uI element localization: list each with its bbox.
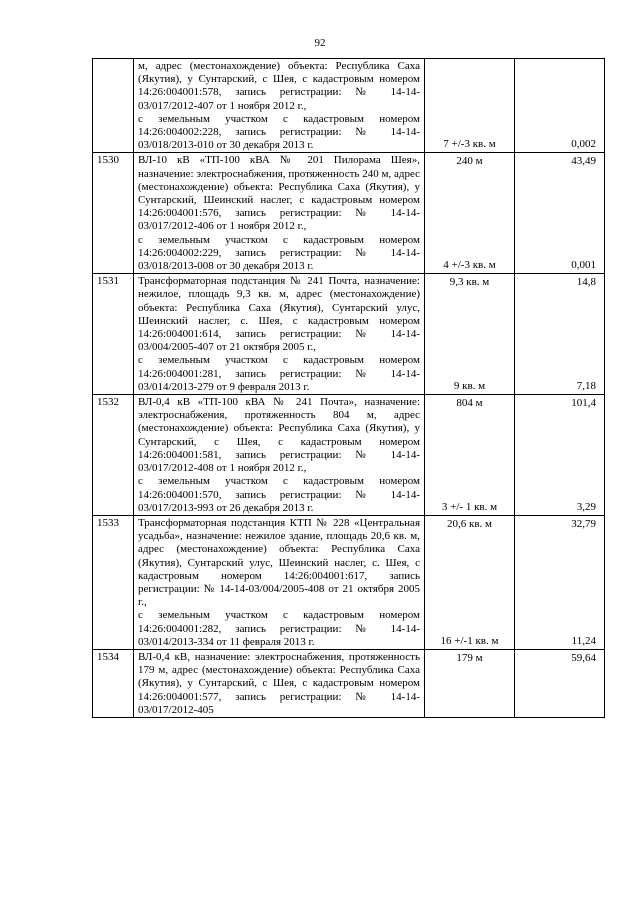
object-text: ВЛ-10 кВ «ТП-100 кВА № 201 Пилорама Шея», назначение: электроснабжения, протяженность 240 м, адрес (местонахождение) объекта: Республика Саха (Якутия), у Сунтарский, Шеинский наслег, с кадастровым номером 14:26:004001:576, запись регистрации: № 14-14-03/017/2012-406 от 1 ноября 2012 г., [138,154,420,233]
object-description [134,59,425,153]
area-cell [425,395,515,516]
registry-row [93,395,605,516]
land-plot-text: с земельным участком с кадастровым номером 14:26:004002:229, запись регистрации: № 14-14-03/018/2013-008 от 30 декабря 2013 г. [138,233,420,273]
row-number: 1532 [93,395,134,516]
land-size: 7 +/-3 кв. м [443,138,496,151]
row-number: 1534 [93,649,134,717]
land-value: 11,24 [571,634,596,647]
object-description [134,395,425,516]
area-cell [425,274,515,395]
object-size: 240 м [456,155,483,168]
registry-row [93,59,605,153]
area-cell [425,59,515,153]
object-description [134,153,425,274]
object-value: 43,49 [571,155,596,168]
object-value: 101,4 [571,397,596,410]
object-value: 59,64 [571,651,596,664]
area-cell [425,649,515,717]
object-value: 14,8 [576,276,596,289]
object-description [134,274,425,395]
value-cell [515,649,605,717]
object-text: ВЛ-0,4 кВ «ТП-100 кВА № 241 Почта», назначение: электроснабжения, протяженность 804 м, адрес (местонахождение) объекта: Республика Саха (Якутия), у Сунтарский, с Шея, с кадастровым номером 14:26:004001:581, запись регистрации: № 14-14-03/017/2012-408 от 1 ноября 2012 г., [138,396,420,475]
land-size: 4 +/-3 кв. м [443,259,496,272]
row-number [93,59,134,153]
registry-row [93,153,605,274]
row-number: 1530 [93,153,134,274]
land-size: 9 кв. м [453,379,486,392]
registry-body [93,59,605,718]
area-cell [425,153,515,274]
value-cell [515,153,605,274]
land-plot-text: с земельным участком с кадастровым номером 14:26:004001:281, запись регистрации: № 14-14-03/014/2013-279 от 9 февраля 2013 г. [138,354,420,393]
land-value: 0,002 [571,138,596,151]
property-registry-table [92,58,605,718]
object-size: 20,6 кв. м [447,517,492,530]
land-plot-text: с земельным участком с кадастровым номером 14:26:004002:228, запись регистрации: № 14-14-03/018/2013-010 от 30 декабря 2013 г. [138,112,420,152]
object-text: м, адрес (местонахождение) объекта: Республика Саха (Якутия), у Сунтарский, с Шея, с кадастровым номером 14:26:004001:578, запись регистрации: № 14-14-03/017/2012-407 от 1 ноября 2012 г., [138,60,420,112]
object-description [134,649,425,717]
object-value: 32,79 [571,517,596,530]
area-cell [425,515,515,649]
object-size: 804 м [456,397,483,410]
row-number: 1533 [93,515,134,649]
land-plot-text: с земельным участком с кадастровым номером 14:26:004001:570, запись регистрации: № 14-14-03/017/2013-993 от 26 декабря 2013 г. [138,475,420,514]
object-size: 9,3 кв. м [449,276,490,289]
value-cell [515,59,605,153]
land-size: 16 +/-1 кв. м [440,634,499,647]
value-cell [515,395,605,516]
value-cell [515,274,605,395]
registry-row [93,274,605,395]
land-size: 3 +/- 1 кв. м [441,500,498,513]
land-plot-text: с земельным участком с кадастровым номером 14:26:004001:282, запись регистрации: № 14-14-03/014/2013-334 от 11 февраля 2013 г. [138,609,420,648]
registry-row [93,649,605,717]
land-value: 0,001 [571,259,596,272]
row-number: 1531 [93,274,134,395]
land-value: 3,29 [576,500,596,513]
object-description [134,515,425,649]
object-text: ВЛ-0,4 кВ, назначение: электроснабжения, протяженность 179 м, адрес (местонахождение) объекта: Республика Саха (Якутия), у Сунтарский, с Шея, с кадастровым номером 14:26:004001:577, запись регистрации: № 14-14-03/017/2012-405 [138,650,420,716]
object-text: Трансформаторная подстанция № 241 Почта, назначение: нежилое, площадь 9,3 кв. м, адрес (местонахождение) объекта: Республика Саха (Якутия), Сунтарский улус, Шеинский наслег, с. Шея, с кадастровым номером 14:26:004001:614, запись регистрации: № 14-14-03/004/2005-407 от 21 октября 2005 г., [138,275,420,354]
page-number: 92 [314,37,326,49]
object-text: Трансформаторная подстанция КТП № 228 «Центральная усадьба», назначение: нежилое здание, площадь 20,6 кв. м, адрес (местонахождение) объекта: Республика Саха (Якутия), Сунтарский улус, Шеинский наслег, с. Шея, с кадастровым номером 14:26:004001:617, запись регистрации: № 14-14-03/004/2005-408 от 21 октября 2005 г., [138,516,420,609]
value-cell [515,515,605,649]
object-size: 179 м [456,651,483,664]
registry-row [93,515,605,649]
land-value: 7,18 [576,379,596,392]
